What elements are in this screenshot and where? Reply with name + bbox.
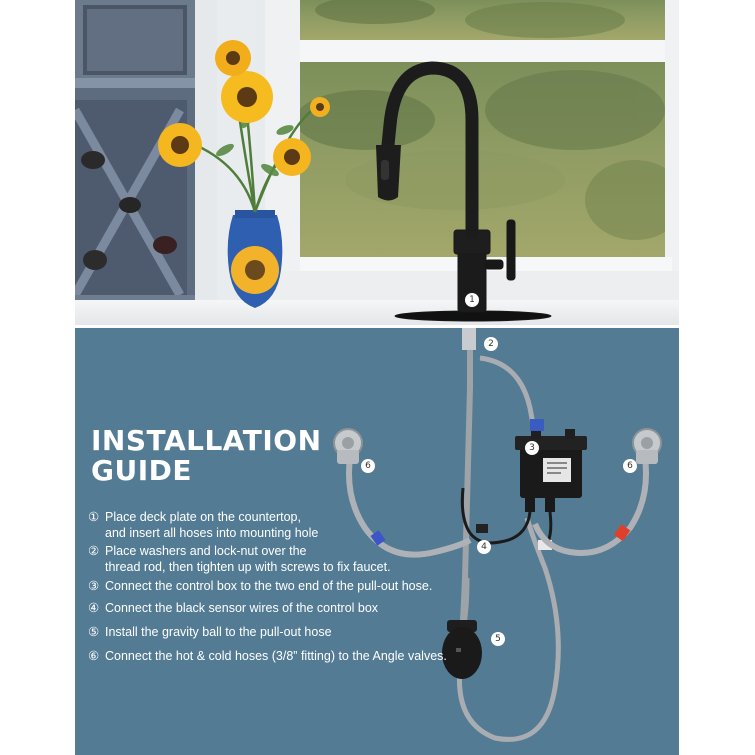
installation-diagram-panel	[75, 328, 679, 755]
marker-6-right: 6	[623, 459, 637, 473]
marker-1: 1	[465, 293, 479, 307]
step-text: Connect the hot & cold hoses (3/8” fitting) to the Angle valves.	[105, 649, 447, 663]
marker-4: 4	[477, 540, 491, 554]
plumbing-diagram	[75, 328, 679, 755]
step-text: Connect the black sensor wires of the control box	[105, 601, 379, 615]
step-6	[88, 648, 508, 664]
step-2	[88, 543, 508, 575]
step-number: ⑤	[88, 625, 100, 639]
step-1	[88, 509, 508, 541]
step-number: ⑥	[88, 649, 100, 663]
marker-3: 3	[525, 441, 539, 455]
step-number: ②	[88, 544, 100, 558]
step-text: Place washers and lock-nut over the	[105, 544, 307, 558]
marker-5: 5	[491, 632, 505, 646]
step-text-continued: and insert all hoses into mounting hole	[105, 526, 319, 540]
step-text: Connect the control box to the two end of the pull-out hose.	[105, 579, 433, 593]
kitchen-photo	[75, 0, 679, 325]
guide-title-line2: GUIDE	[91, 454, 193, 487]
step-4	[88, 600, 508, 616]
step-number: ①	[88, 510, 100, 524]
step-text-continued: thread rod, then tighten up with screws to fix faucet.	[105, 560, 391, 574]
marker-6-left: 6	[361, 459, 375, 473]
step-5	[88, 624, 508, 640]
step-text: Place deck plate on the countertop,	[105, 510, 301, 524]
step-3	[88, 578, 508, 594]
step-text: Install the gravity ball to the pull-out hose	[105, 625, 332, 639]
step-number: ④	[88, 601, 100, 615]
guide-title-line1: INSTALLATION	[91, 424, 322, 457]
marker-2: 2	[484, 337, 498, 351]
step-number: ③	[88, 579, 100, 593]
